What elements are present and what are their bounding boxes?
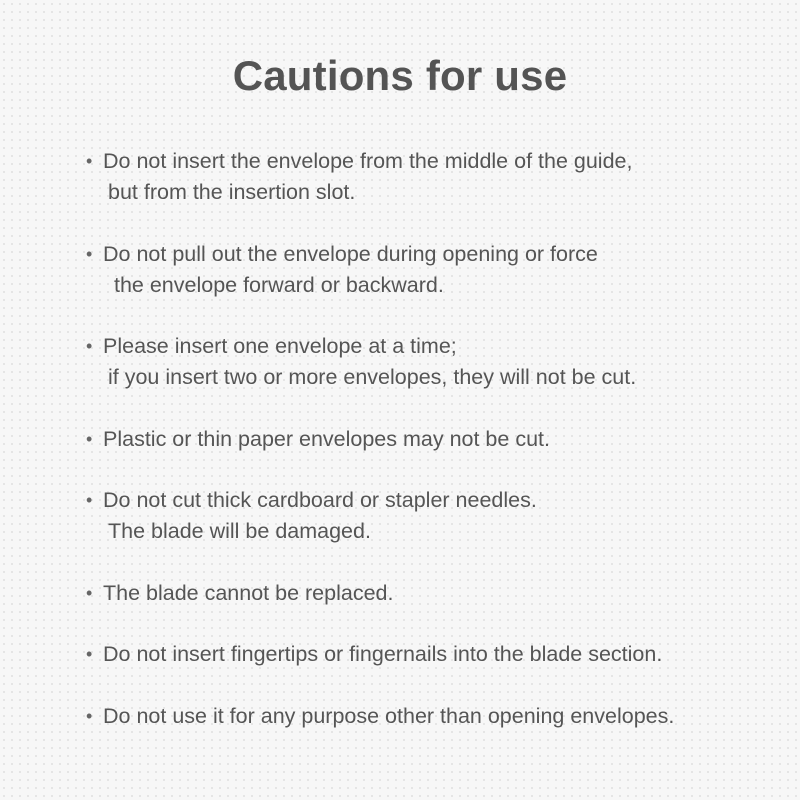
bullet-icon: •	[86, 582, 93, 603]
caution-text: Do not use it for any purpose other than opening envelopes.	[103, 703, 675, 728]
caution-text: Plastic or thin paper envelopes may not be cut.	[103, 426, 550, 451]
caution-text-continued: the envelope forward or backward.	[108, 272, 444, 297]
caution-item	[86, 331, 776, 393]
bullet-icon: •	[86, 644, 93, 664]
caution-text: Do not cut thick cardboard or stapler needles.	[103, 488, 537, 512]
caution-text: Do not pull out the envelope during opening or force	[103, 241, 598, 266]
bullet-icon: •	[86, 151, 93, 171]
page-title: Cautions for use	[232, 52, 568, 99]
caution-text-continued: The blade will be damaged.	[108, 519, 371, 543]
bullet-icon: •	[86, 428, 93, 449]
caution-item	[86, 485, 776, 547]
caution-item	[86, 701, 776, 732]
caution-text: Do not insert fingertips or fingernails into the blade section.	[103, 642, 663, 666]
caution-item	[86, 239, 776, 301]
cautions-list	[86, 146, 776, 762]
caution-item	[86, 146, 776, 208]
caution-item	[86, 578, 776, 609]
caution-text-continued: but from the insertion slot.	[108, 180, 356, 204]
caution-text: Do not insert the envelope from the middle of the guide,	[103, 149, 633, 173]
caution-text: Please insert one envelope at a time;	[103, 334, 457, 358]
caution-text-continued: if you insert two or more envelopes, they will not be cut.	[108, 365, 637, 389]
bullet-icon: •	[86, 243, 93, 264]
bullet-icon: •	[86, 336, 93, 356]
bullet-icon: •	[86, 490, 93, 510]
caution-item	[86, 424, 776, 455]
bullet-icon: •	[86, 705, 93, 726]
caution-item	[86, 639, 776, 670]
caution-text: The blade cannot be replaced.	[103, 580, 394, 605]
